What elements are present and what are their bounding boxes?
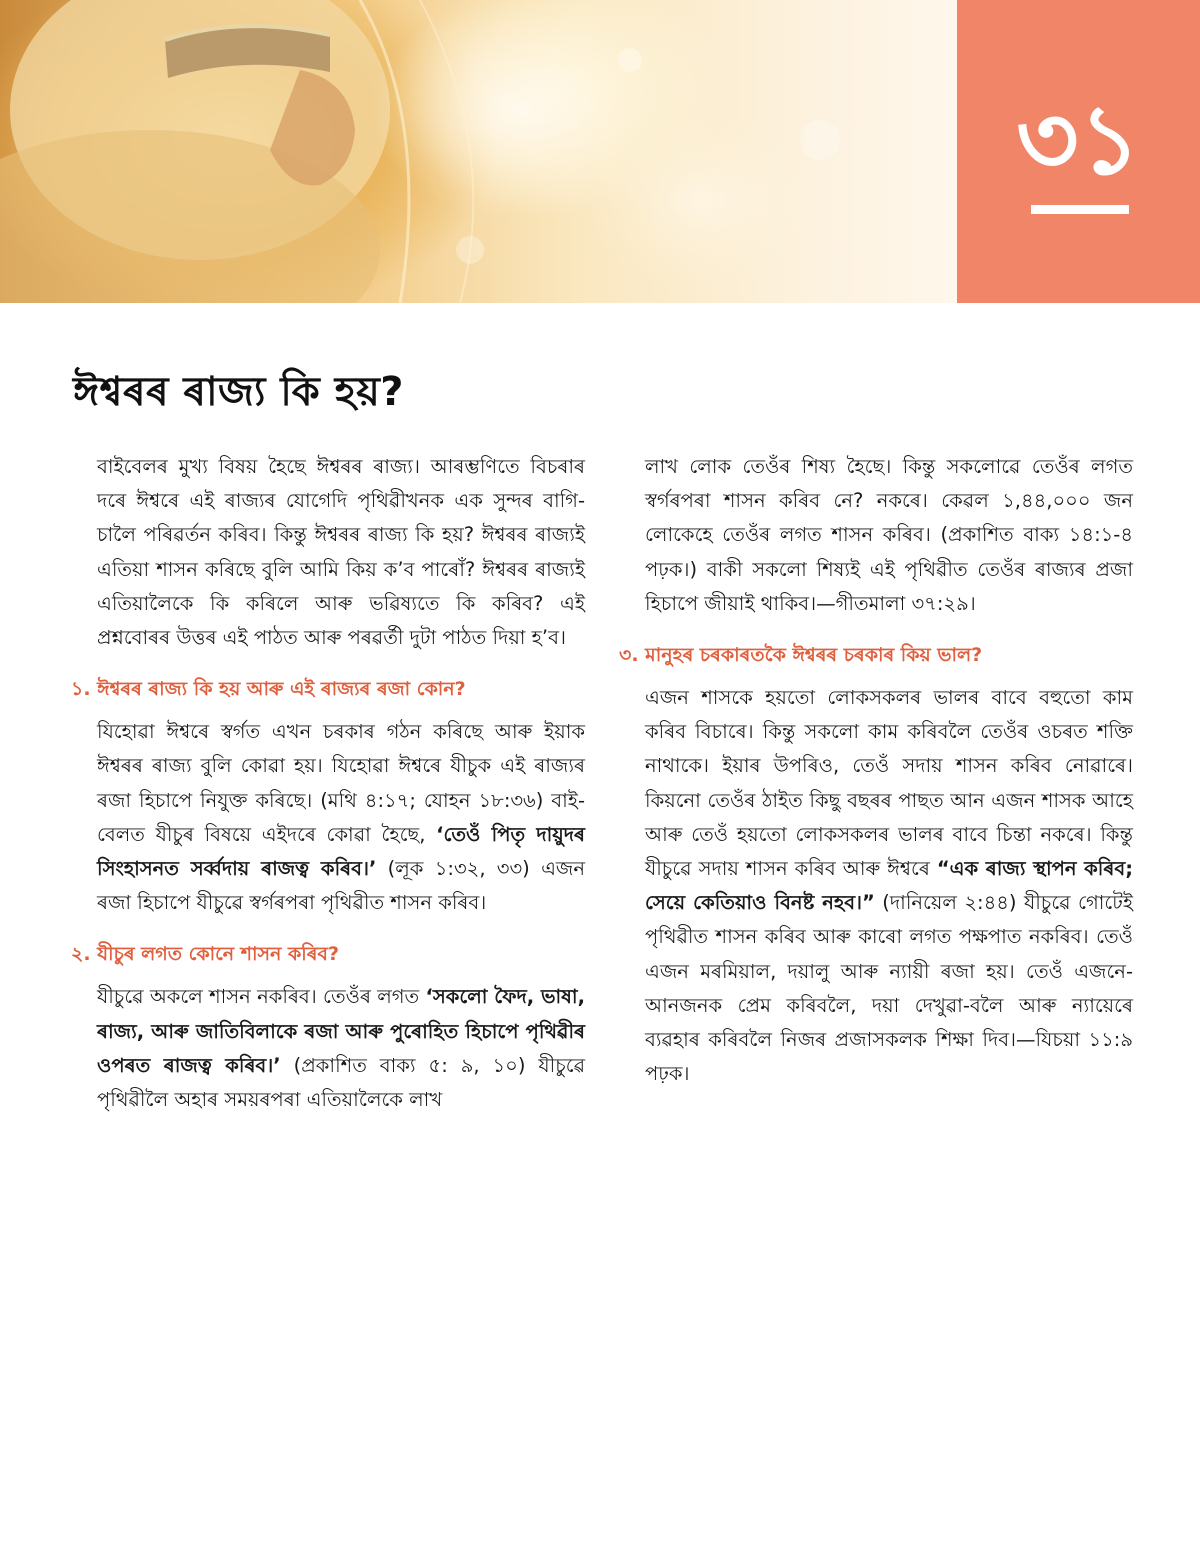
- section-3-text: এজন শাসকে হয়তো লোকসকলৰ ভালৰ বাবে বহুতো কাম কৰিব বিচাৰে। কিন্তু সকলো কাম কৰিবলৈ তেওঁৰ ওচৰত শক্তি নাথাকে। ইয়াৰ উপৰিও, তেওঁ সদায় শাসন কৰিব নোৱাৰে। কিয়নো তেওঁৰ ঠাইত কিছু বছৰৰ পাছত আন এজন শাসক আহে আৰু তেওঁ হয়তো লোকসকলৰ ভালৰ বাবে চিন্তা নকৰে। কিন্তু যীচুৱে সদায় শাসন কৰিব আৰু ঈশ্বৰে: [645, 686, 1133, 881]
- hero-image: [0, 0, 957, 303]
- chapter-number: ৩১: [1016, 84, 1141, 196]
- section-3-text-end: (দানিয়েল ২:৪৪) যীচুৱে গোটেই পৃথিৱীত শাসন কৰিব আৰু কাৰো লগত পক্ষপাত নকৰিব। তেওঁ এজন মৰমিয়াল, দয়ালু আৰু ন্যায়ী ৰজা হয়। তেওঁ এজনে-আনজনক প্ৰেম কৰিবলৈ, দয়া দেখুৱা-বলৈ আৰু ন্যায়েৰে ব্যৱহাৰ কৰিবলৈ নিজৰ প্ৰজাসকলক শিক্ষা দিব।—যিচয়া ১১:৯ পঢ়ক।: [645, 891, 1133, 1086]
- chapter-underline: [1031, 205, 1129, 214]
- section-2-heading: ২. যীচুৰ লগত কোনে শাসন কৰিব?: [71, 943, 339, 966]
- section-2-paragraph: [85, 980, 585, 1117]
- section-3-heading: ৩. মানুহৰ চৰকাৰতকৈ ঈশ্বৰৰ চৰকাৰ কিয় ভাল?: [619, 644, 983, 667]
- section-1-paragraph: [85, 715, 585, 920]
- section-2-text: যীচুৱে অকলে শাসন নকৰিব। তেওঁৰ লগত: [97, 985, 426, 1009]
- section-3-paragraph: [633, 681, 1133, 1091]
- left-column: [71, 450, 585, 1117]
- section-1-heading: ১. ঈশ্বৰৰ ৰাজ্য কি হয় আৰু এই ৰাজ্যৰ ৰজা কোন?: [71, 678, 466, 701]
- page-title: ঈশ্বৰৰ ৰাজ্য কি হয়?: [73, 369, 404, 415]
- chapter-badge: [957, 0, 1200, 303]
- section-2-quote: ‘সকলো ফৈদ, ভাষা, ৰাজ্য, আৰু জাতিবিলাকে ৰজা আৰু পুৰোহিত হিচাপে পৃথিৱীৰ ওপৰত ৰাজত্ব কৰিব।’: [97, 985, 585, 1077]
- section-1-text: যিহোৱা ঈশ্বৰে স্বৰ্গত এখন চৰকাৰ গঠন কৰিছে আৰু ইয়াক ঈশ্বৰৰ ৰাজ্য বুলি কোৱা হয়। যিহোৱা ঈশ্বৰে যীচুক এই ৰাজ্যৰ ৰজা হিচাপে নিযুক্ত কৰিছে। (মথি ৪:১৭; যোহন ১৮:৩৬) বাই-বেলত যীচুৰ বিষয়ে এইদৰে কোৱা হৈছে,: [97, 720, 585, 846]
- section-1-quote: ‘তেওঁ পিতৃ দায়ুদৰ সিংহাসনত সৰ্ব্বদায় ৰাজত্ব কৰিব।’: [97, 822, 585, 881]
- section-2-continuation: লাখ লোক তেওঁৰ শিষ্য হৈছে। কিন্তু সকলোৱে তেওঁৰ লগত স্বৰ্গৰপৰা শাসন কৰিব নে? নকৰে। কেৱল ১,৪৪,০০০ জন লোকেহে তেওঁৰ লগত শাসন কৰিব। (প্ৰকাশিত বাক্য ১৪:১-৪ পঢ়ক।) বাকী সকলো শিষ্যই এই পৃথিৱীত তেওঁৰ ৰাজ্যৰ প্ৰজা হিচাপে জীয়াই থাকিব।—গীতমালা ৩৭:২৯।: [645, 455, 1133, 615]
- king-illustration: [0, 0, 957, 303]
- section-2-text-end: (প্ৰকাশিত বাক্য ৫: ৯, ১০) যীচুৱে পৃথিৱীলৈ অহাৰ সময়ৰপৰা এতিয়ালৈকে লাখ: [97, 1053, 585, 1112]
- intro-paragraph: বাইবেলৰ মুখ্য বিষয় হৈছে ঈশ্বৰৰ ৰাজ্য। আৰম্ভণিতে বিচৰাৰ দৰে ঈশ্বৰে এই ৰাজ্যৰ যোগেদি পৃথিৱীখনক এক সুন্দৰ বাগি-চালৈ পৰিৱৰ্তন কৰিব। কিন্তু ঈশ্বৰৰ ৰাজ্য কি হয়? ঈশ্বৰৰ ৰাজ্যই এতিয়া শাসন কৰিছে বুলি আমি কিয় ক’ব পাৰোঁ? ঈশ্বৰৰ ৰাজ্যই এতিয়ালৈকে কি কৰিলে আৰু ভৱিষ্যতে কি কৰিব? এই প্ৰশ্নবোৰৰ উত্তৰ এই পাঠত আৰু পৰৱৰ্তী দুটা পাঠত দিয়া হ’ব।: [97, 455, 585, 650]
- section-1-text-end: (লূক ১:৩২, ৩৩) এজন ৰজা হিচাপে যীচুৱে স্বৰ্গৰপৰা পৃথিৱীত শাসন কৰিব।: [97, 857, 585, 915]
- right-column: [619, 450, 1133, 1091]
- section-3-quote: “এক ৰাজ্য স্থাপন কৰিব; সেয়ে কেতিয়াও বিনষ্ট নহব।”: [645, 857, 1133, 915]
